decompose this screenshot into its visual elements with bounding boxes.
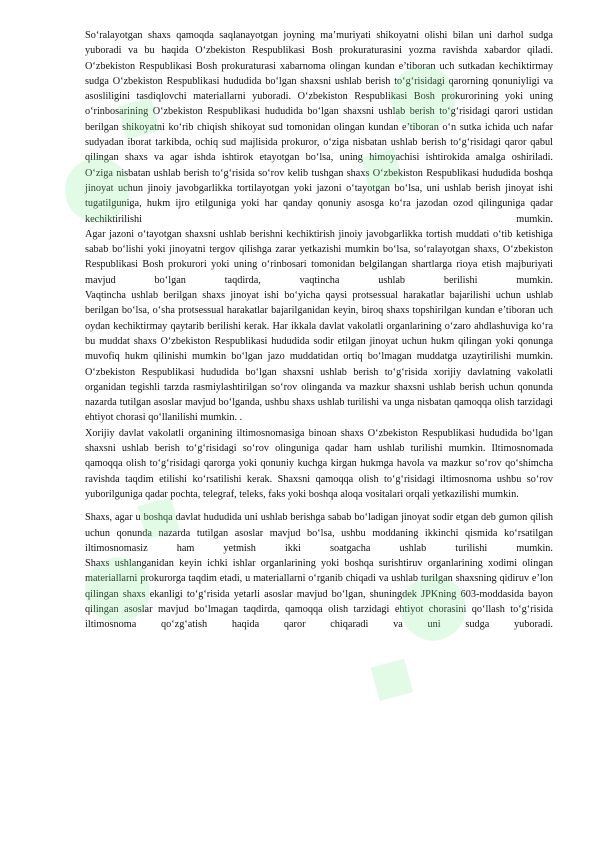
watermark-glyph: ◆ ⬤ (343, 556, 480, 718)
paragraph: So‘ralayotgan shaxs qamoqda saqlanayotgan joyning ma’muriyati shikoyatni olishi bilan uni darhol sudga yuboradi va bu haqida O‘zbekiston Respublikasi Bosh prokuraturasini yozma ravishda xabardor qiladi. (85, 30, 553, 57)
watermark-glyph: ◆ ⬤ (333, 46, 470, 208)
paragraph: O‘zbekiston Respublikasi Bosh prokuraturasi xabarnoma olingan kundan e’tiboran uch sutkadan kechiktirmay sudga O‘zbekiston Respublikasi hududida bo‘lgan shaxsni ushlab berish to‘g‘risidagi qarorning qonuniyligi va asosliligini tasdiqlovchi materiallarni yuboradi. O‘zbekiston Respublikasi Bosh prokurorining yoki uning o‘rinbosarining O‘zbekiston Respublikasi hududida bo‘lgan shaxsni ushlab berish to‘g‘risidagi qarori ustidan berilgan shikoyatni ko‘rib chiqish shikoyat sud tomonidan olingan kundan e’tiboran o‘n sutka ichida uch nafar sudyadan iborat tarkibda, ochiq sud majlisida prokuror, o‘ziga nisbatan ushlab berish to‘g‘risidagi qaror qabul qilingan shaxs va agar ishda ishtirok etayotgan bo‘lsa, uning himoyachisi ishtirokida amalga oshiriladi. (85, 60, 553, 164)
watermark-glyph: ⬤ ◆ (43, 76, 180, 238)
paragraph: Shaxs ushlanganidan keyin ichki ishlar organlarining yoki boshqa surishtiruv organlarining xodimi olingan materiallarni prokurorga taqdim etadi, u materiallarni o‘rganib chiqadi va ushlab turilgan shaxsning qidiruv e’lon qilingan shaxs ekanligi to‘g‘risida yetarli asoslar mavjud bo‘lgan, shuningdek JPKning 603-moddasida bayon qilingan asoslar mavjud bo‘lmagan taqdirda, qamoqqa olish tarzidagi ehtiyot chorasini qo‘llash to‘g‘risida iltimosnoma qo‘zg‘atish haqida qaror chiqaradi va uni sudga yuboradi. (85, 558, 553, 631)
watermark-glyph: ⬤ ◆ (63, 476, 200, 638)
paragraph: O‘ziga nisbatan ushlab berish to‘g‘risida so‘rov kelib tushgan shaxs O‘zbekiston Respublikasi hududida boshqa jinoyat uchun jinoiy javobgarlikka tortilayotgan yoki jazoni o‘tayotgan bo‘lsa, uni ushlab berish jinoyat ishi tugatilguniga, hukm ijro etilguniga yoki har qanday qonuniy asosga ko‘ra jazodan ozod qilinguniga qadar kechiktirilishi mumkin. (85, 167, 553, 225)
document-body (85, 28, 553, 633)
paragraph: Shaxs, agar u boshqa davlat hududida uni ushlab berishga sabab bo‘ladigan jinoyat sodir etgan deb gumon qilish uchun qonunda nazarda tutilgan asoslar mavjud bo‘lsa, ushbu moddaning ikkinchi qismida ko‘rsatilgan iltimosnomasiz ham yetmish ikki soatgacha ushlab turilishi mumkin. (85, 512, 553, 554)
paragraph: Agar jazoni o‘tayotgan shaxsni ushlab berishni kechiktirish jinoiy javobgarlikka tortish muddati o‘tib ketishiga sabab bo‘lishi yoki jinoyatni tergov qilishga zarar yetkazishi mumkin bo‘lsa, so‘ralayotgan shaxs, O‘zbekiston Respublikasi Bosh prokurori yoki uning o‘rinbosari tomonidan belgilangan shartlarga rioya etish majburiyati mavjud bo‘lgan taqdirda, vaqtincha ushlab berilishi mumkin. (85, 228, 553, 286)
paragraph: Xorijiy davlat vakolatli organining iltimosnomasiga binoan shaxs O‘zbekiston Respublikasi hududida bo‘lgan shaxsni ushlab berish to‘g‘risidagi so‘rov olinguniga qadar ham ushlab turilishi mumkin. Iltimosnomada qamoqqa olish to‘g‘risidagi qarorga yoki qonuniy kuchga kirgan hukmga havola va mazkur so‘rov qo‘shimcha ravishda taqdim etilishi ko‘rsatilishi kerak. Shaxsni qamoqqa olish to‘g‘risidagi iltimosnoma ushbu so‘rov yuborilguniga qadar pochta, telegraf, teleks, faks yoki boshqa aloqa vositalari orqali yetkazilishi mumkin. (85, 427, 553, 500)
paragraph: Vaqtincha ushlab berilgan shaxs jinoyat ishi bo‘yicha qaysi protsessual harakatlar bajarilishi uchun ushlab berilgan bo‘lsa, o‘sha protsessual harakatlar bajarilganidan keyin, biroq shaxs topshirilgan kundan e’tiboran uch oydan kechiktirmay qaytarib berilishi kerak. Har ikkala davlat vakolatli organlarining o‘zaro ahdlashuviga ko‘ra bu muddat shaxs O‘zbekiston Respublikasi hududida sodir etilgan jinoyat uchun hukm qilingan yoki qonunga muvofiq hukm qilinishi mumkin bo‘lgan jazo muddatidan ortiq bo‘lmagan muddatga uzaytirilishi mumkin. O‘zbekiston Respublikasi hududida bo‘lgan shaxsni ushlab berish to‘g‘risida xorijiy davlatning vakolatli organidan tegishli tarzda rasmiylashtirilgan so‘rov olinganda va mazkur shaxsni ushlab berish uchun qonunda nazarda tutilgan asoslar mavjud bo‘lganda, ushbu shaxs ushlab turilishi va unga nisbatan qamoqqa olish tarzidagi ehtiyot chorasi qo‘llanilishi mumkin. . (85, 290, 553, 424)
